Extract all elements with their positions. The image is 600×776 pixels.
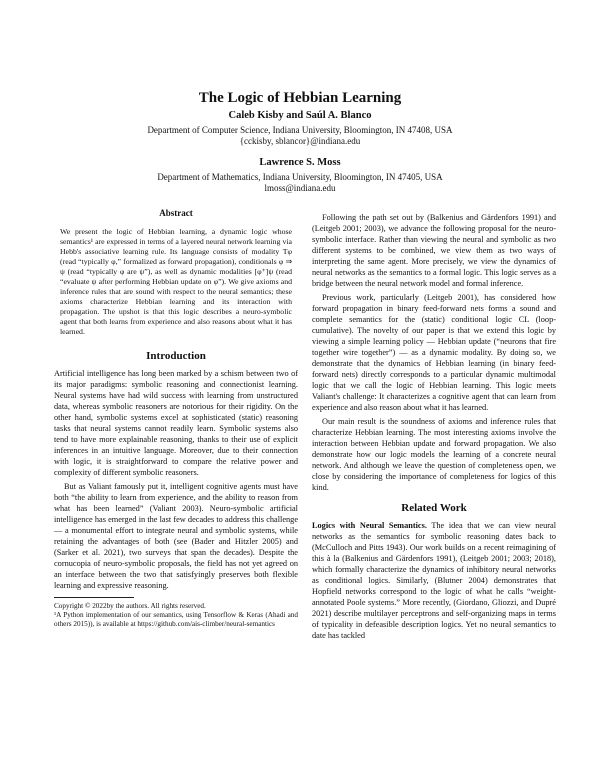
right-paragraph-1: Following the path set out by (Balkenius and Gärdenfors 1991) and (Leitgeb 2001; 2003), we advance the following proposal for the neuro-symbolic interface. Rather than viewing the neural and symbolic as two different systems to be combined, we view them as two ways of interpreting the same agent. More precisely, we view the dynamics of neural networks as the semantics to a formal logic. This logic serves as a bridge between the neural network model and formal inference. xyxy=(312,213,556,288)
intro-paragraph-1: Artificial intelligence has long been marked by a schism between two of its major paradigms: symbolic reasoning and connectionist learning. Neural systems have had wild success with learning from unstructured data, whereas symbolic reasoners are notorious for their rigidity. On the other hand, symbolic systems excel at sophisticated (static) reasoning tasks that neural systems cannot readily learn. Symbolic systems also tend to have more explainable reasoning, thanks to their use of explicit inferences in an intuitive language. Moreover, due to their connection with logic, it is straightforward to compare the relative power and complexity of different symbolic reasoners. xyxy=(54,369,298,477)
related-work-text: The idea that we can view neural networks as the semantics for symbolic reasoning dates back to (McCulloch and Pitts 1943). Our work builds on a recent reimagining of this à la (Balkenius and Gärdenfors 1991), (Leitgeb 2001; 2003; 2018), which formally characterize the dynamics of inhibitory neural networks as conditional logics. Similarly, (Blutner 2004) demonstrates that Hopfield networks correspond to the logic of what he calls “weight-annotated Poole systems.” More recently, (Giordano, Gliozzi, and Dupré 2021) describe multilayer perceptrons and self-organizing maps in terms of typicality in defeasible description logics. Yet no neural semantics to date has tackled xyxy=(312,521,556,640)
copyright-notice: Copyright © 2022by the authors. All rights reserved. xyxy=(54,602,206,610)
affiliation-1-line-1: Department of Computer Science, Indiana University, Bloomington, IN 47408, USA xyxy=(147,125,453,135)
related-work-paragraph xyxy=(312,520,556,641)
abstract-heading: Abstract xyxy=(159,208,193,218)
author-2: Lawrence S. Moss xyxy=(259,157,341,168)
right-paragraph-3: Our main result is the soundness of axioms and inference rules that characterize Hebbian learning. The most interesting axioms involve the interaction between Hebbian update and forward propagation. We also demonstrate how our logic models the learning of a concrete neural network. And although we leave the question of completeness open, we close by considering the importance of completeness for logics of this kind. xyxy=(312,417,556,492)
paper-title: The Logic of Hebbian Learning xyxy=(198,90,402,106)
authors-line: Caleb Kisby and Saúl A. Blanco xyxy=(228,110,372,121)
related-work-heading: Related Work xyxy=(401,502,467,514)
right-paragraph-2: Previous work, particularly (Leitgeb 2001), has considered how forward propagation in binary feed-forward nets forms a sound and complete semantics for the (static) conditional logic CL (loop-cumulative). The novelty of our paper is that we extend this logic by viewing a simple learning policy — Hebbian update (“neurons that fire together wire together”) — as a dynamic modality. By doing so, we demonstrate that the dynamics of Hebbian learning (in binary feed-forward nets) directly corresponds to a particular dynamic multimodal logic that we call the logic of Hebbian learning. This logic meets Valiant's challenge: It characterizes a cognitive agent that can learn from experience and also reason about what it has learned. xyxy=(312,293,556,412)
related-runin-heading: Logics with Neural Semantics. xyxy=(312,521,427,530)
right-column xyxy=(312,212,556,644)
affiliation-1-line-2: {cckisby, sblancor}@indiana.edu xyxy=(239,136,361,146)
introduction-heading: Introduction xyxy=(146,350,206,362)
footnote-1: ¹A Python implementation of our semantics, using Tensorflow & Keras (Ahadi and others 2015)), is available at https://github.com/ais-climber/neural-semantics xyxy=(54,611,298,628)
intro-paragraph-2: But as Valiant famously put it, intelligent cognitive agents must have both “the ability to learn from experience, and the ability to reason from what has been learned” (Valiant 2003). Neuro-symbolic artificial intelligence has emerged in the last few decades to address this challenge — a monumental effort to integrate neural and symbolic systems, while retaining the advantages of both (see (Bader and Hitzler 2005) and (Sarker et al. 2021), two surveys that span the decades). Despite the cornucopia of neuro-symbolic proposals, the field has not yet agreed on an interface between the two that satisfyingly preserves both flexible learning and expressive reasoning. xyxy=(54,482,298,590)
affiliation-2-line-1: Department of Mathematics, Indiana University, Bloomington, IN 47405, USA xyxy=(157,172,443,182)
footnote-divider xyxy=(54,597,134,598)
affiliation-2-line-2: lmoss@indiana.edu xyxy=(264,183,336,193)
left-column xyxy=(54,208,298,629)
abstract-text: We present the logic of Hebbian learning, a dynamic logic whose semantics¹ are expressed in terms of a layered neural network learning via Hebb's associative learning rule. Its language consists of modality Tφ (read “typically φ,” formalized as forward propagation), conditionals φ ⇒ ψ (read “typically φ are ψ”), as well as dynamic modalities [φ⁺]ψ (read “evaluate ψ after performing Hebbian update on φ”). We give axioms and inference rules that are sound with respect to the neural semantics; these axioms characterize Hebbian learning and its interaction with propagation. The upshot is that this logic describes a neuro-symbolic agent that both learns from experience and also reasons about what it has learned. xyxy=(60,227,292,336)
